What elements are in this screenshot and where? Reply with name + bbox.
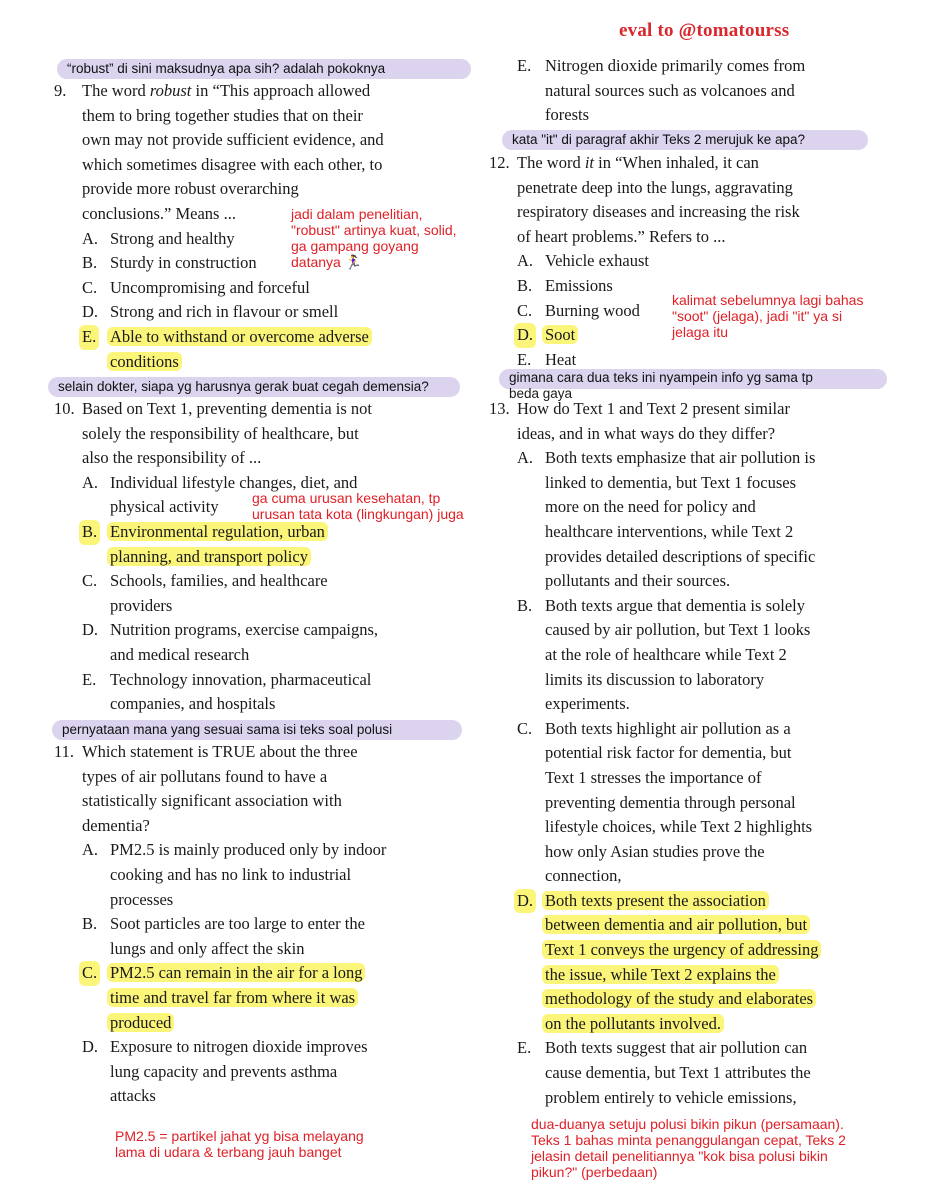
- note-q13: dua-duanya setuju polusi bikin pikun (persamaan). Teks 1 bahas minta penanggulangan cepat, Teks 2 jelasin detail penelitiannya "kok bisa polusi bikin pikun?" (perbedaan): [531, 1116, 846, 1180]
- question-11-continued: [489, 54, 889, 128]
- option-a[interactable]: A. Strong and healthy: [82, 228, 235, 248]
- option-d[interactable]: D. Exposure to nitrogen dioxide improves lung capacity and prevents asthma attacks: [82, 1037, 368, 1106]
- option-a[interactable]: A. Individual lifestyle changes, diet, and physical activity: [82, 472, 358, 517]
- option-e-answer[interactable]: E. Able to withstand or overcome adverse conditions: [54, 325, 454, 374]
- question-10: [54, 397, 454, 717]
- option-b[interactable]: B. Sturdy in construction: [82, 253, 257, 273]
- note-q12: kalimat sebelumnya lagi bahas "soot" (jelaga), jadi "it" ya si jelaga itu: [672, 292, 864, 340]
- question-stem: 10. Based on Text 1, preventing dementia is not solely the responsibility of healthcare, but also the responsibility of ...: [54, 399, 372, 468]
- option-e[interactable]: E. Heat: [517, 349, 577, 369]
- option-d[interactable]: D. Strong and rich in flavour or smell: [82, 302, 339, 322]
- option-e[interactable]: E. Both texts suggest that air pollution can cause dementia, but Text 1 attributes the problem entirely to vehicle emissions,: [517, 1038, 811, 1107]
- question-stem: 12. The word it in “When inhaled, it can penetrate deep into the lungs, aggravating respiratory diseases and increasing the risk of heart problems.” Refers to ...: [489, 153, 800, 246]
- option-a[interactable]: A. Both texts emphasize that air pollution is linked to dementia, but Text 1 focuses more on the need for policy and healthcare interventions, while Text 2 provides detailed descriptions of specific pollutants and their sources.: [517, 448, 816, 591]
- note-q11: PM2.5 = partikel jahat yg bisa melayang lama di udara & terbang jauh banget: [115, 1128, 364, 1160]
- option-c[interactable]: C. Uncompromising and forceful: [82, 277, 310, 297]
- question-11: [54, 740, 454, 1109]
- option-e[interactable]: E. Technology innovation, pharmaceutical companies, and hospitals: [82, 669, 372, 714]
- option-c[interactable]: C. Burning wood: [517, 300, 640, 320]
- option-b[interactable]: B. Both texts argue that dementia is solely caused by air pollution, but Text 1 looks at the role of healthcare while Text 2 limits its discussion to laboratory experiments.: [517, 595, 811, 714]
- option-c-answer[interactable]: C. PM2.5 can remain in the air for a long time and travel far from where it was produced: [54, 961, 454, 1035]
- question-number: 11.: [54, 742, 75, 761]
- question-9: [54, 79, 454, 374]
- question-number: 10.: [54, 399, 75, 418]
- pill-q11: pernyataan mana yang sesuai sama isi teks soal polusi: [52, 720, 462, 740]
- question-12: [489, 151, 889, 372]
- option-b[interactable]: B. Soot particles are too large to enter the lungs and only affect the skin: [82, 914, 365, 958]
- question-number: 13.: [489, 399, 510, 418]
- option-d[interactable]: D. Nutrition programs, exercise campaigns, and medical research: [82, 620, 379, 664]
- credit-text: eval to @tomatourss: [619, 20, 790, 41]
- option-b[interactable]: B. Emissions: [517, 275, 613, 295]
- option-a[interactable]: A. PM2.5 is mainly produced only by indoor cooking and has no link to industrial processes: [82, 840, 387, 909]
- question-13: [489, 397, 899, 1110]
- pill-q13-line2: beda gaya: [509, 386, 573, 401]
- option-a[interactable]: A. Vehicle exhaust: [517, 251, 650, 271]
- question-stem: 9. The word robust in “This approach allowed them to bring together studies that on their own may not provide sufficient evidence, and which sometimes disagree with each other, to provide more robust overarching conclusions.” Means ...: [54, 81, 384, 223]
- question-stem: 13. How do Text 1 and Text 2 present similar ideas, and in what ways do they differ?: [489, 399, 790, 443]
- pill-q9: “robust” di sini maksudnya apa sih? adalah pokoknya: [57, 59, 471, 79]
- question-number: 9.: [54, 81, 67, 100]
- question-stem: 11. Which statement is TRUE about the three types of air pollutans found to have a statistically significant association with dementia?: [54, 742, 358, 835]
- note-q9: jadi dalam penelitian, "robust" artinya kuat, solid, ga gampang goyang datanya 🏃‍♀️: [291, 206, 457, 270]
- pill-q13-line1: gimana cara dua teks ini nyampein info yg sama tp: [509, 370, 813, 385]
- option-d-answer[interactable]: D. Soot: [489, 323, 889, 348]
- question-number: 12.: [489, 153, 510, 172]
- pill-q12: kata "it" di paragraf akhir Teks 2 merujuk ke apa?: [502, 130, 868, 150]
- option-b-answer[interactable]: B. Environmental regulation, urban planning, and transport policy: [54, 520, 454, 569]
- option-c[interactable]: C. Both texts highlight air pollution as a potential risk factor for dementia, but Text 1 stresses the importance of preventing dementia through personal lifestyle choices, while Text 2 highlights how only Asian studies prove the connection,: [517, 718, 813, 886]
- option-e[interactable]: E. Nitrogen dioxide primarily comes from natural sources such as volcanoes and forests: [517, 56, 806, 125]
- note-q10: ga cuma urusan kesehatan, tp urusan tata kota (lingkungan) juga: [252, 490, 464, 522]
- option-d-answer[interactable]: D. Both texts present the association between dementia and air pollution, but Text 1 conveys the urgency of addressing the issue, while Text 2 explains the methodology of the study and elaborates on the pollutants involved.: [489, 889, 899, 1037]
- option-c[interactable]: C. Schools, families, and healthcare providers: [82, 571, 328, 615]
- pill-q10: selain dokter, siapa yg harusnya gerak buat cegah demensia?: [48, 377, 460, 397]
